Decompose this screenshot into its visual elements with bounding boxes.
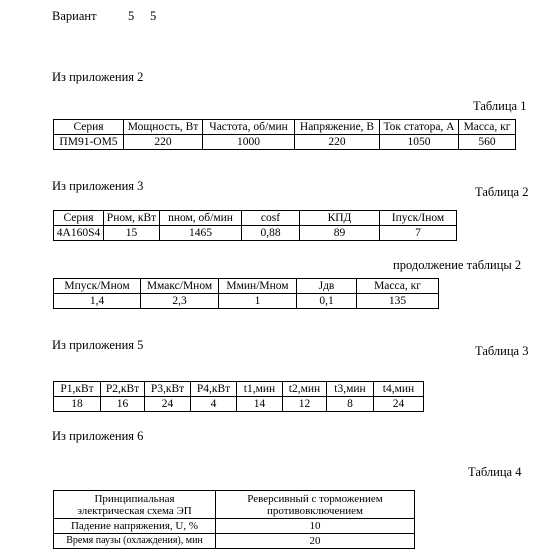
table-header-cell: t4,мин xyxy=(374,382,424,397)
table-header-row xyxy=(54,279,439,294)
table-header-cell: Серия xyxy=(54,211,104,226)
table-row xyxy=(54,226,457,241)
table-cell: Реверсивный с торможением противовключением xyxy=(216,491,415,519)
table-header-row xyxy=(54,382,424,397)
variant-label: Вариант xyxy=(52,9,97,23)
table-cell: 220 xyxy=(124,135,203,150)
table-header-cell: Iпуск/Iном xyxy=(380,211,457,226)
table-cell: 4А160S4 xyxy=(54,226,104,241)
app2-heading: Из приложения 2 xyxy=(52,70,144,84)
table-header-cell: Частота, об/мин xyxy=(203,120,295,135)
table-cell: 89 xyxy=(300,226,380,241)
table-cell: 4 xyxy=(191,397,237,412)
table-cell: ПМ91-ОМ5 xyxy=(54,135,124,150)
table-cell: 1465 xyxy=(160,226,242,241)
table3 xyxy=(53,381,424,412)
table-row xyxy=(54,534,415,549)
table-header-cell: Напряжение, В xyxy=(295,120,380,135)
variant-digit-1: 5 xyxy=(128,9,135,23)
table-cell: 135 xyxy=(357,294,439,309)
table-header-cell: Масса, кг xyxy=(459,120,516,135)
table-cell: Падение напряжения, U, % xyxy=(54,519,216,534)
table-cell: 560 xyxy=(459,135,516,150)
table-cell: 12 xyxy=(283,397,327,412)
table-cell: Время паузы (охлаждения), мин xyxy=(54,534,216,549)
table-header-cell: Р1,кВт xyxy=(54,382,101,397)
table-cell: 8 xyxy=(327,397,374,412)
table-cell: 24 xyxy=(145,397,191,412)
table-header-cell: Jдв xyxy=(297,279,357,294)
table-row xyxy=(54,491,415,519)
app3-heading: Из приложения 3 xyxy=(52,179,144,193)
table-cell: 18 xyxy=(54,397,101,412)
table-cell: 1 xyxy=(219,294,297,309)
table-header-cell: t2,мин xyxy=(283,382,327,397)
table-header-cell: Ммакс/Мном xyxy=(141,279,219,294)
table-cell: 7 xyxy=(380,226,457,241)
table-cell: 15 xyxy=(104,226,160,241)
table-header-cell: Ммин/Мном xyxy=(219,279,297,294)
table-cell: 220 xyxy=(295,135,380,150)
table-cell: 10 xyxy=(216,519,415,534)
table-header-cell: Масса, кг xyxy=(357,279,439,294)
table-header-cell: Р4,кВт xyxy=(191,382,237,397)
table-header-cell: Рном, кВт xyxy=(104,211,160,226)
table4 xyxy=(53,490,415,549)
table2-continuation-title: продолжение таблицы 2 xyxy=(393,258,522,272)
table-row xyxy=(54,397,424,412)
table-cell: 1050 xyxy=(380,135,459,150)
table2 xyxy=(53,210,457,241)
table-header-cell: t1,мин xyxy=(237,382,283,397)
table-header-cell: Р3,кВт xyxy=(145,382,191,397)
table-row xyxy=(54,135,516,150)
table-cell: Принципиальная электрическая схема ЭП xyxy=(54,491,216,519)
table-row xyxy=(54,519,415,534)
app5-heading: Из приложения 5 xyxy=(52,338,144,352)
table-cell: 1000 xyxy=(203,135,295,150)
table-header-row xyxy=(54,120,516,135)
table-cell: 20 xyxy=(216,534,415,549)
table-header-row xyxy=(54,211,457,226)
table-cell: 14 xyxy=(237,397,283,412)
table-cell: 0,1 xyxy=(297,294,357,309)
table3-title: Таблица 3 xyxy=(475,344,529,358)
table-cell: 16 xyxy=(101,397,145,412)
table4-title: Таблица 4 xyxy=(468,465,522,479)
table-header-cell: КПД xyxy=(300,211,380,226)
table-header-cell: t3,мин xyxy=(327,382,374,397)
table-header-cell: Мощность, Вт xyxy=(124,120,203,135)
table-cell: 0,88 xyxy=(242,226,300,241)
table-cell: 24 xyxy=(374,397,424,412)
table1 xyxy=(53,119,516,150)
variant-digit-2: 5 xyxy=(150,9,157,23)
table-cell: 2,3 xyxy=(141,294,219,309)
table-header-cell: cosf xyxy=(242,211,300,226)
table-header-cell: nном, об/мин xyxy=(160,211,242,226)
table2-title: Таблица 2 xyxy=(475,185,529,199)
table2-continuation xyxy=(53,278,439,309)
table1-title: Таблица 1 xyxy=(473,99,527,113)
table-header-cell: Р2,кВт xyxy=(101,382,145,397)
table-cell: 1,4 xyxy=(54,294,141,309)
table-header-cell: Ток статора, А xyxy=(380,120,459,135)
app6-heading: Из приложения 6 xyxy=(52,429,144,443)
table-header-cell: Мпуск/Мном xyxy=(54,279,141,294)
table-row xyxy=(54,294,439,309)
table-header-cell: Серия xyxy=(54,120,124,135)
